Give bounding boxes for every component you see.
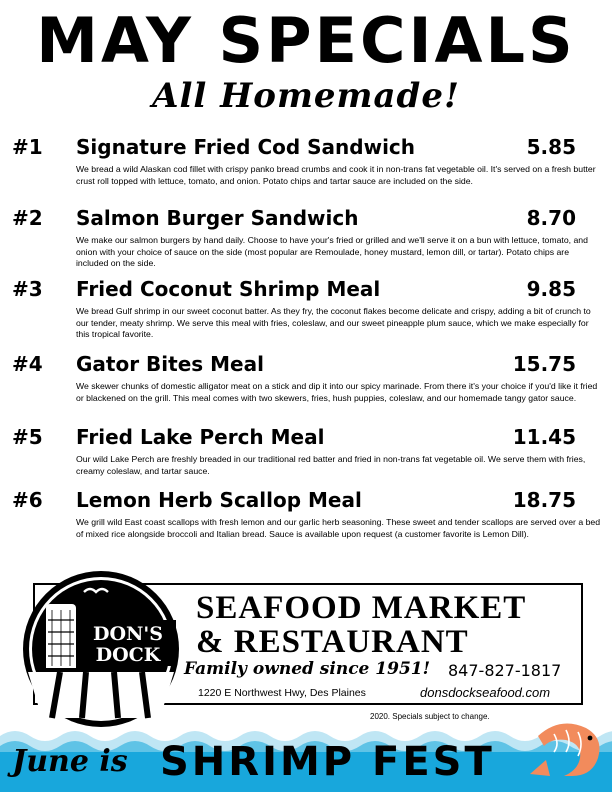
item-price: 9.85 [526, 277, 576, 301]
logo-text-dons: DON'S [93, 623, 163, 645]
shrimp-icon [520, 716, 610, 786]
item-number: #6 [12, 488, 43, 512]
item-description: We bread Gulf shrimp in our sweet coconut batter. As they fry, the coconut flakes become delicate and crispy, adding a bit of crunch to our tender, meaty shrimp. We serve this meal with fries, coleslaw, and our sweet pineapple plum sauce, which we make especially for this tropical favorite. [76, 306, 591, 340]
item-price: 5.85 [526, 135, 576, 159]
phone-number: 847-827-1817 [448, 661, 562, 680]
logo-text-dock: DOCK [95, 644, 161, 666]
item-description: We skewer chunks of domestic alligator meat on a stick and dip it into our spicy marinade. From there it's your choice if you'd like it fried or blackened on the grill. This meal comes with two skewers, fries, hush puppies, coleslaw, and our homemade tangy gator sauce. [76, 381, 598, 403]
specials-disclaimer: 2020. Specials subject to change. [370, 712, 490, 721]
item-price: 11.45 [512, 425, 576, 449]
item-name: Lemon Herb Scallop Meal [76, 488, 362, 512]
shrimp-fest-label: SHRIMP FEST [160, 739, 495, 785]
page-title: MAY SPECIALS [36, 4, 576, 77]
item-price: 8.70 [526, 206, 576, 230]
item-number: #2 [12, 206, 43, 230]
page-subtitle: All Homemade! [152, 76, 460, 116]
market-heading-line1: SEAFOOD MARKET [196, 590, 527, 626]
item-price: 18.75 [512, 488, 576, 512]
item-name: Salmon Burger Sandwich [76, 206, 359, 230]
item-number: #5 [12, 425, 43, 449]
website: donsdockseafood.com [420, 685, 551, 700]
market-heading-line2: & RESTAURANT [196, 624, 469, 660]
item-description: Our wild Lake Perch are freshly breaded in our traditional red batter and fried in non-trans fat vegetable oil. We serve them with fries, creamy coleslaw, and tartar sauce. [76, 454, 586, 476]
item-name: Gator Bites Meal [76, 352, 264, 376]
item-description: We make our salmon burgers by hand daily. Choose to have your's fried or grilled and we'll serve it on a bun with lettuce, tomato, and onion with your choice of sauce on the side (most popular are Remoulade, honey mustard, lemon dill, or tartar). Potato chips are included on the side. [76, 235, 588, 269]
item-price: 15.75 [512, 352, 576, 376]
family-owned-tagline: Family owned since 1951! [184, 659, 431, 679]
item-description: We grill wild East coast scallops with fresh lemon and our garlic herb seasoning. These sweet and tender scallops are served over a bed of mixed rice alongside broccoli and Italian bread. Sauce is available upon request (a customer favorite is Lemon Dill). [76, 517, 601, 539]
item-name: Signature Fried Cod Sandwich [76, 135, 416, 159]
dons-dock-logo [20, 568, 182, 730]
item-name: Fried Coconut Shrimp Meal [76, 277, 381, 301]
item-name: Fried Lake Perch Meal [76, 425, 325, 449]
item-number: #3 [12, 277, 43, 301]
june-label: June is [12, 744, 128, 779]
address: 1220 E Northwest Hwy, Des Plaines [198, 687, 366, 699]
item-number: #1 [12, 135, 43, 159]
item-number: #4 [12, 352, 43, 376]
item-description: We bread a wild Alaskan cod fillet with crispy panko bread crumbs and cook it in non-trans fat vegetable oil. It's served on a fresh butter crust roll topped with lettuce, tomato, and onion. Potato chips and tartar sauce are included on the side. [76, 164, 596, 186]
